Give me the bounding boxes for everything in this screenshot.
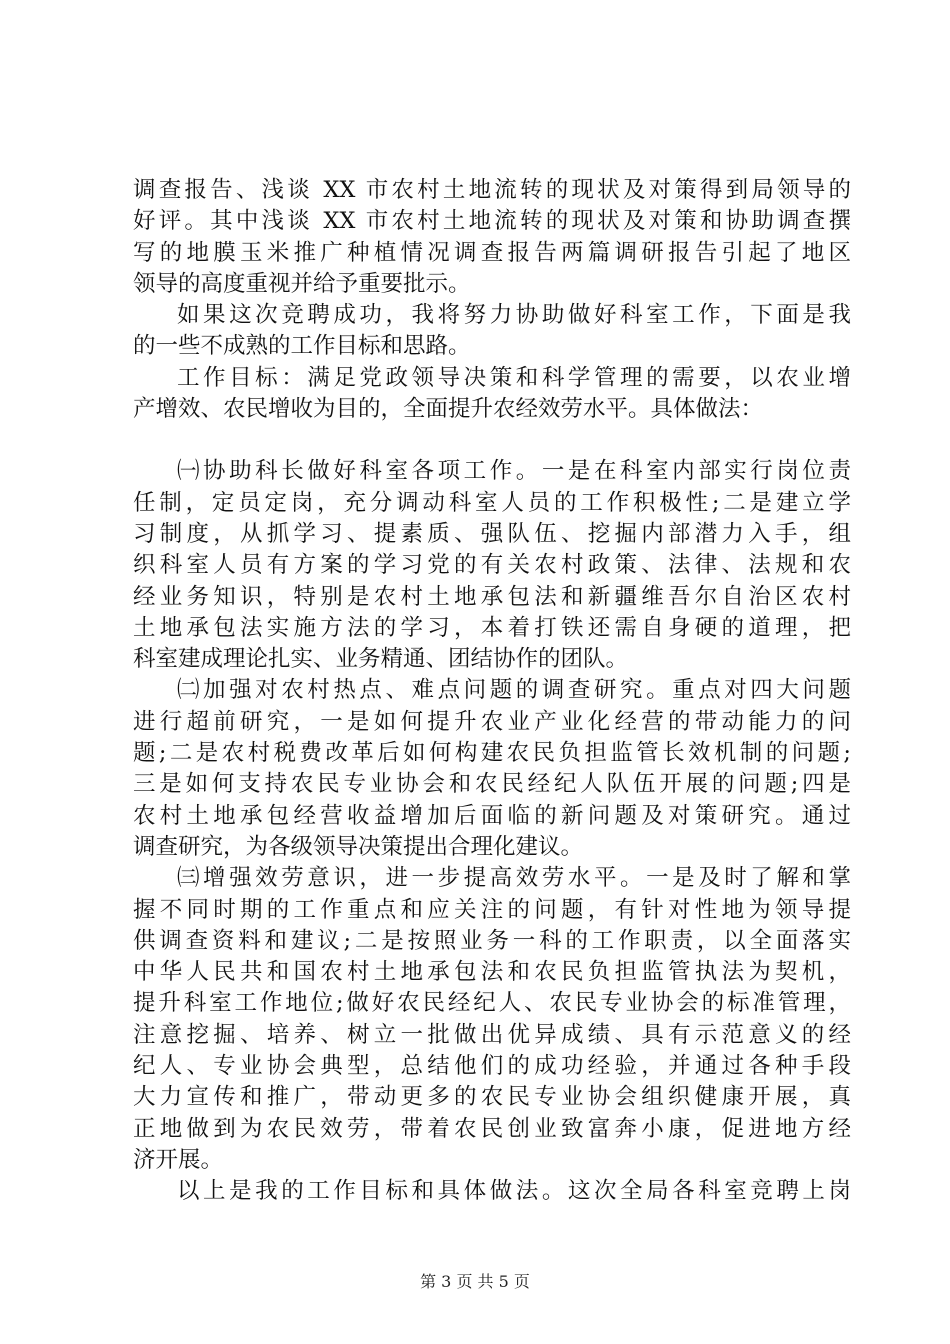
paragraph	[133, 863, 851, 1176]
text-line: 习制度，从抓学习、提素质、强队伍、挖掘内部潜力入手，组	[133, 520, 851, 547]
document-body	[133, 175, 851, 1208]
text-line: 产增效、农民增收为目的，全面提升农经效劳水平。具体做法：	[133, 396, 764, 423]
text-line: 注意挖掘、培养、树立一批做出优异成绩、具有示范意义的经	[133, 1021, 851, 1048]
paragraph	[133, 456, 851, 675]
text-line: 大力宣传和推广，带动更多的农民专业协会组织健康开展，真	[133, 1084, 851, 1111]
text-line: 调查报告、浅谈 XX 市农村土地流转的现状及对策得到局领导的	[133, 177, 851, 203]
text-line: 经业务知识，特别是农村土地承包法和新疆维吾尔自治区农村	[133, 583, 851, 610]
text-line: ㈠协助科长做好科室各项工作。一是在科室内部实行岗位责	[177, 458, 851, 485]
paragraph	[133, 363, 851, 426]
page-footer: 第 3 页 共 5 页	[420, 1272, 530, 1291]
text-line: 土地承包法实施方法的学习，本着打铁还需自身硬的道理，把	[133, 614, 851, 641]
text-line: 以上是我的工作目标和具体做法。这次全局各科室竞聘上岗	[177, 1178, 851, 1205]
text-line: 工作目标：满足党政领导决策和科学管理的需要，以农业增	[177, 364, 851, 391]
paragraph	[133, 1176, 851, 1207]
text-line: 调查研究，为各级领导决策提出合理化建议。	[133, 833, 584, 860]
text-line: 供调查资料和建议;二是按照业务一科的工作职责，以全面落实	[133, 927, 851, 954]
text-line: 如果这次竞聘成功，我将努力协助做好科室工作，下面是我	[177, 302, 851, 329]
text-line: 题;二是农村税费改革后如何构建农民负担监管长效机制的问题;	[133, 740, 851, 767]
text-line: 中华人民共和国农村土地承包法和农民负担监管执法为契机，	[133, 959, 851, 986]
text-line: 三是如何支持农民专业协会和农民经纪人队伍开展的问题;四是	[133, 771, 851, 798]
text-line: ㈢增强效劳意识，进一步提高效劳水平。一是及时了解和掌	[177, 865, 851, 892]
text-line: 写的地膜玉米推广种植情况调查报告两篇调研报告引起了地区	[133, 239, 851, 266]
paragraph	[133, 175, 851, 300]
text-line: 提升科室工作地位;做好农民经纪人、农民专业协会的标准管理，	[133, 990, 851, 1017]
text-line: 领导的高度重视并给予重要批示。	[133, 270, 471, 297]
text-line: 纪人、专业协会典型，总结他们的成功经验，并通过各种手段	[133, 1053, 851, 1080]
text-line: 进行超前研究，一是如何提升农业产业化经营的带动能力的问	[133, 708, 851, 735]
paragraph	[133, 675, 851, 863]
text-line: 农村土地承包经营收益增加后面临的新问题及对策研究。通过	[133, 802, 851, 829]
text-line: 握不同时期的工作重点和应关注的问题，有针对性地为领导提	[133, 896, 851, 923]
text-line: ㈡加强对农村热点、难点问题的调查研究。重点对四大问题	[177, 677, 851, 704]
paragraph	[133, 300, 851, 363]
text-line: 好评。其中浅谈 XX 市农村土地流转的现状及对策和协助调查撰	[133, 208, 851, 235]
text-line: 正地做到为农民效劳，带着农民创业致富奔小康，促进地方经	[133, 1115, 851, 1142]
text-line: 科室建成理论扎实、业务精通、团结协作的团队。	[133, 646, 629, 673]
text-line: 任制，定员定岗，充分调动科室人员的工作积极性;二是建立学	[133, 489, 851, 516]
text-line: 济开展。	[133, 1146, 224, 1173]
text-line: 织科室人员有方案的学习党的有关农村政策、法律、法规和农	[133, 552, 851, 579]
paragraph-gap	[133, 425, 851, 456]
text-line: 的一些不成熟的工作目标和思路。	[133, 333, 471, 360]
